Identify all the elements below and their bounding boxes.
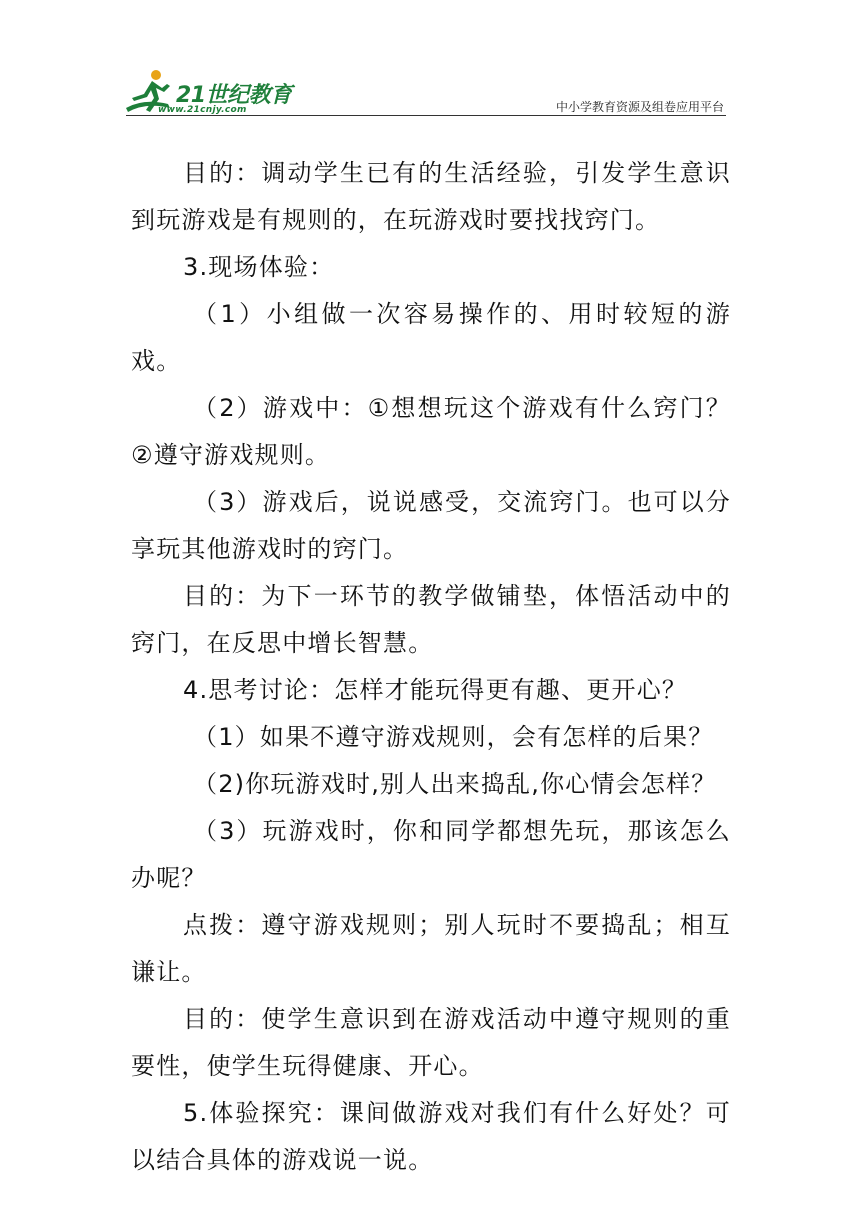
logo: [124, 68, 294, 118]
paragraph: 4.思考讨论：怎样才能玩得更有趣、更开心？: [183, 676, 688, 704]
paragraph: 点拨：遵守游戏规则；别人玩时不要捣乱；相互谦让。: [131, 911, 731, 986]
page-header: [0, 0, 860, 120]
header-divider: [126, 115, 726, 116]
logo-url: www.21cnjy.com: [158, 105, 247, 115]
paragraph: （2）游戏中：①想想玩这个游戏有什么窍门？②遵守游戏规则。: [131, 394, 731, 469]
paragraph: 目的：调动学生已有的生活经验，引发学生意识到玩游戏是有规则的，在玩游戏时要找找窍门。: [131, 159, 731, 234]
paragraph: 3.现场体验：: [183, 253, 335, 281]
paragraph: （3）游戏后，说说感受，交流窍门。也可以分享玩其他游戏时的窍门。: [131, 488, 731, 563]
paragraph: 5.体验探究：课间做游戏对我们有什么好处？可以结合具体的游戏说一说。: [131, 1099, 731, 1174]
platform-title: 中小学教育资源及组卷应用平台: [555, 100, 724, 114]
paragraph: （3）玩游戏时，你和同学都想先玩，那该怎么办呢？: [131, 817, 731, 892]
paragraph: （2)你玩游戏时,别人出来捣乱,你心情会怎样？: [193, 770, 717, 798]
logo-text: 21世纪教育: [176, 83, 292, 108]
document-body: [131, 150, 731, 1184]
paragraph: 目的：为下一环节的教学做铺垫，体悟活动中的窍门，在反思中增长智慧。: [131, 582, 731, 657]
paragraph: （1）如果不遵守游戏规则，会有怎样的后果？: [193, 723, 714, 751]
paragraph: （1）小组做一次容易操作的、用时较短的游戏。: [131, 300, 731, 375]
paragraph: 目的：使学生意识到在游戏活动中遵守规则的重要性，使学生玩得健康、开心。: [131, 1005, 731, 1080]
